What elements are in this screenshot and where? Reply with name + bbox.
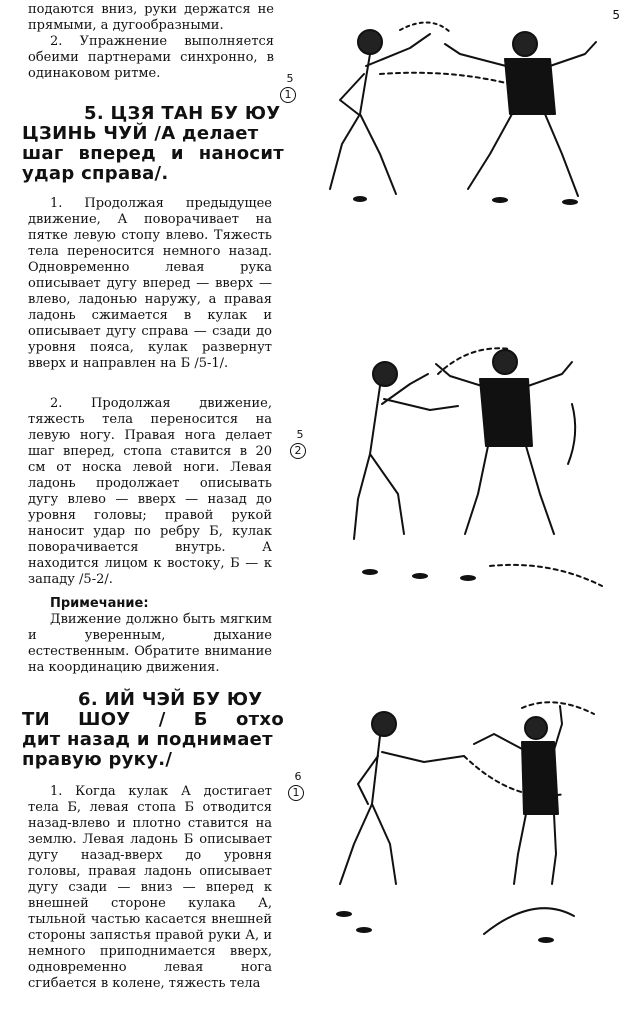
figure-a-head [358, 30, 382, 54]
figure-b-legs [465, 446, 554, 534]
section-5-heading: 5. ЦЗЯ ТАН БУ ЮУ ЦЗИНЬ ЧУЙ /А делает шаг вперед и наносит удар справа/. [22, 103, 284, 184]
motion-arc-hand [400, 22, 450, 32]
figure-b-head [513, 32, 537, 56]
figure-b-head [525, 717, 547, 739]
figure-b-legs [514, 814, 556, 884]
footprints [336, 911, 554, 943]
figure-a-body [354, 386, 404, 539]
figure-label-6-1: 6 1 [288, 770, 308, 801]
section-5-paragraph-2: 2. Продолжая движение, тяжесть тела переносится на левую ногу. Правая нога делает шаг вперед, стопа ставится в 20 cм от носка левой ноги. Левая ладонь продолжает описывать дугу влево — вверх — назад до уровня головы; правой рукой наносит удар по ребру Б, кулак поворачивается внутрь. А находится лицом к востоку, Б — к западу /5-2/. [28, 396, 272, 587]
figure-5-1-illustration [300, 4, 622, 208]
motion-arc-top [522, 702, 594, 714]
section-5-paragraph-1: 1. Продолжая предыдущее движение, А поворачивает на пятке левую стопу влево. Тяжесть тела переносится немного назад. Одновременно левая рука описывает дугу вперед — вверх — влево, ладонью наружу, а правая ладонь сжимается в кулак и описывает дугу справа — сзади до уровня пояса, кулак развернут вверх и направлен на Б /5-1/. [28, 196, 272, 371]
figure-a-body [340, 736, 396, 884]
footprints [353, 196, 578, 205]
motion-arc-feet [490, 565, 602, 586]
section-6-paragraph-1: 1. Когда кулак А достигает тела Б, левая стопа Б отводится назад-влево и плотно ставится на землю. Левая ладонь Б описывает дугу назад-вверх до уровня головы, правая ладонь описывает дугу сзади — вниз — вперед к внешней стороне кулака А, тыльной частью касается внешней стороны запястья правой руки А, и немного приподнимается вверх, одновременно левая нога сгибается в колене, тяжесть тела [28, 784, 272, 991]
section-6-heading: 6. ИЙ ЧЭЙ БУ ЮУ ТИ ШОУ / Б отхо дит назад и поднимает правую руку./ [22, 689, 284, 770]
figure-label-5-2: 5 2 [290, 428, 310, 459]
page-corner-mark: 5 [612, 8, 620, 22]
motion-arc [380, 73, 510, 84]
figure-label-5-1: 5 1 [280, 72, 300, 103]
motion-arc-side [568, 404, 575, 464]
figure-6-1-illustration [314, 694, 622, 964]
note-text: Движение должно быть мягким и уверенным, дыхание естественным. Обратите внимание на координацию движения. [28, 612, 272, 675]
motion-arc-feet [484, 908, 574, 934]
figure-b-legs [468, 114, 578, 196]
figure-b-head [493, 350, 517, 374]
figure-a-head [372, 712, 396, 736]
note-title: Примечание: [50, 596, 149, 611]
figure-5-2-illustration [340, 334, 622, 594]
intro-line-1: подаются вниз, руки держатся не прямыми, а дугообразными. [28, 2, 274, 33]
figure-a-head [373, 362, 397, 386]
figure-b-torso [505, 59, 555, 114]
intro-line-2: 2. Упражнение выполняется обеими партнерами синхронно, в одинаковом ритме. [28, 34, 274, 81]
footprints [362, 569, 476, 581]
intro-block [28, 2, 274, 82]
section-5-note [28, 596, 272, 676]
figure-b-torso [480, 379, 532, 446]
figure-b-torso [522, 742, 558, 814]
